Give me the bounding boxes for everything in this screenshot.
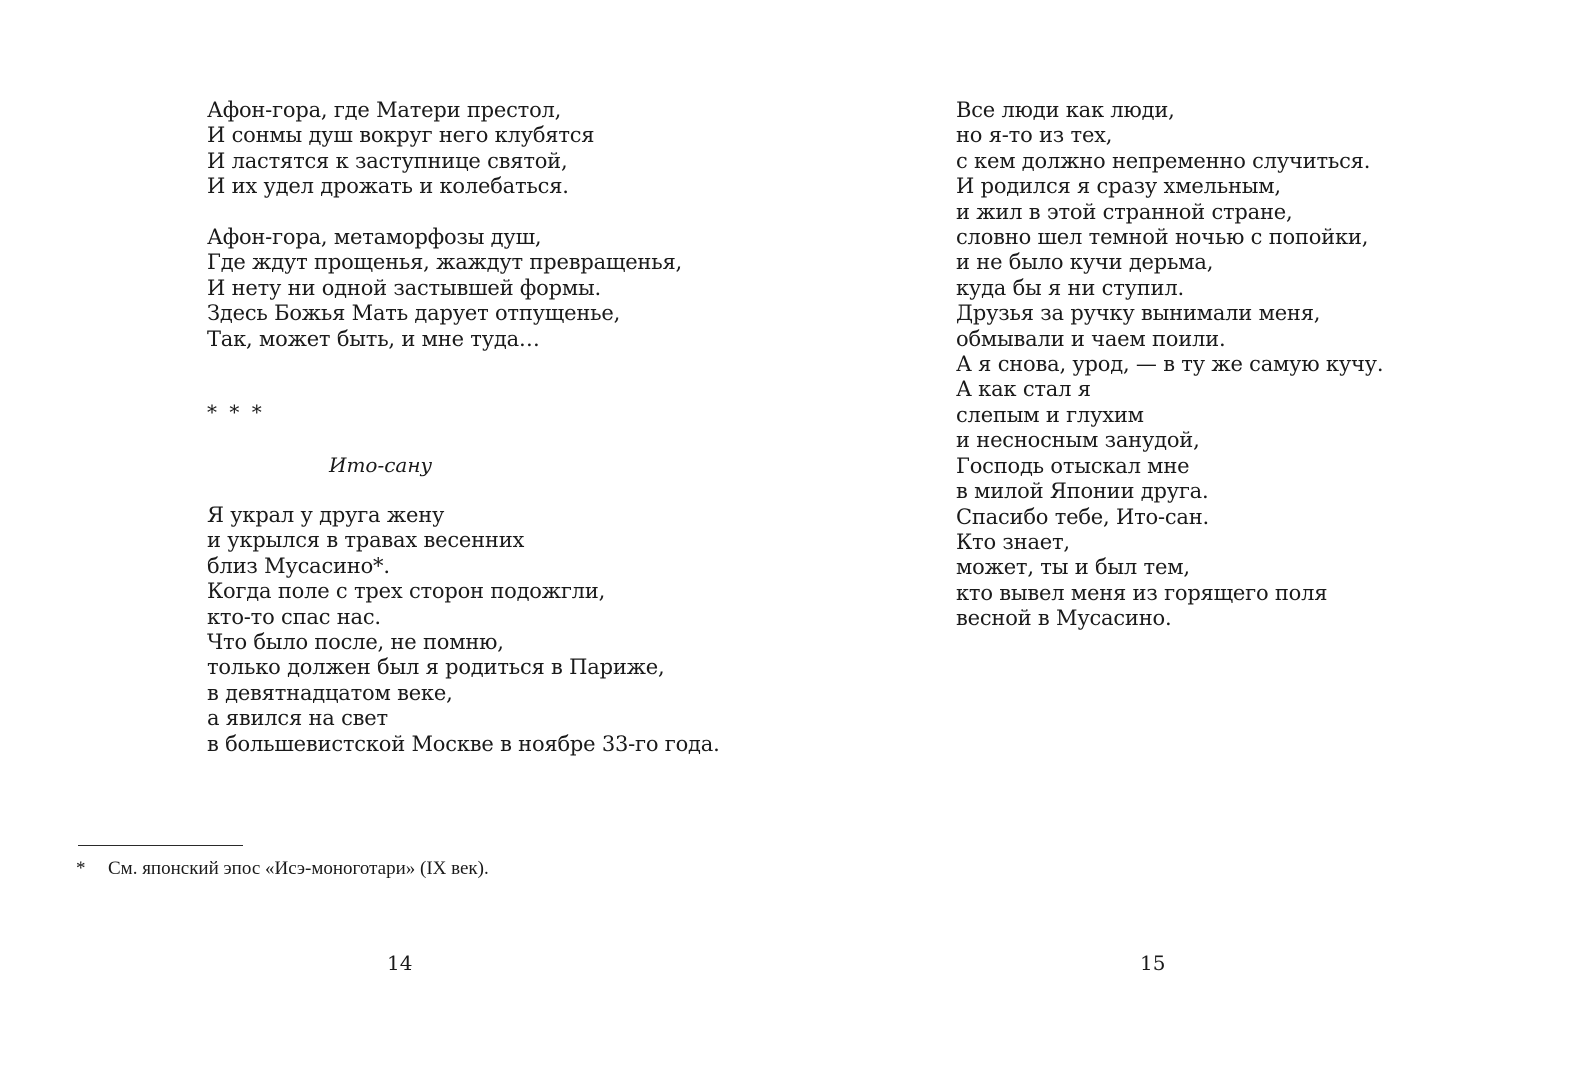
verse-line: близ Мусасино*. (207, 553, 390, 578)
verse-line: в девятнадцатом веке, (207, 680, 453, 705)
verse-line: обмывали и чаем поили. (956, 326, 1226, 351)
stanza-athos-2 (207, 225, 682, 352)
verse-line: Господь отыскал мне (956, 453, 1190, 478)
verse-line: Спасибо тебе, Ито-сан. (956, 504, 1209, 529)
verse-line: может, ты и был тем, (956, 555, 1190, 580)
page-number-left: 14 (387, 951, 413, 975)
verse-line: словно шел темной ночью с попойки, (956, 225, 1369, 250)
stanza-ito-san-1 (207, 503, 720, 757)
verse-line: и укрылся в травах весенних (207, 528, 525, 553)
verse-line: Друзья за ручку вынимали меня, (956, 301, 1321, 326)
verse-line: и не было кучи дерьма, (956, 250, 1214, 275)
verse-line: а явился на свет (207, 706, 388, 731)
verse-line: но я-то из тех, (956, 123, 1113, 148)
verse-line: И нету ни одной застывшей формы. (207, 275, 601, 300)
verse-line: кто вывел меня из горящего поля (956, 580, 1328, 605)
verse-line: только должен был я родиться в Париже, (207, 655, 665, 680)
verse-line: И ластятся к заступнице святой, (207, 148, 568, 173)
right-page (789, 0, 1578, 1080)
verse-line: Афон-гора, где Матери престол, (207, 98, 562, 122)
verse-line: куда бы я ни ступил. (956, 275, 1184, 300)
verse-line: Все люди как люди, (956, 98, 1175, 122)
verse-line: А как стал я (956, 377, 1091, 402)
stanza-athos-1 (207, 98, 594, 200)
verse-line: Я украл у друга жену (207, 503, 445, 527)
verse-line: весной в Мусасино. (956, 606, 1172, 631)
verse-line: А я снова, урод, — в ту же самую кучу. (956, 352, 1384, 377)
dedication: Ито-сану (329, 453, 433, 477)
verse-line: Что было после, не помню, (207, 630, 504, 655)
section-separator: * * * (207, 400, 265, 424)
verse-line: И их удел дрожать и колебаться. (207, 174, 569, 199)
verse-line: Афон-гора, метаморфозы душ, (207, 225, 542, 249)
verse-line: Когда поле с трех сторон подожгли, (207, 579, 606, 604)
verse-line: И сонмы душ вокруг него клубятся (207, 123, 595, 148)
verse-line: Где ждут прощенья, жаждут превращенья, (207, 250, 682, 275)
footnote-text: См. японский эпос «Исэ-моноготари» (IX век). (108, 858, 489, 879)
verse-line: кто-то спас нас. (207, 604, 381, 629)
footnote-mark: * (76, 858, 86, 879)
footnote-divider (78, 845, 243, 846)
verse-line: Так, может быть, и мне туда… (207, 326, 540, 351)
verse-line: и несносным занудой, (956, 428, 1200, 453)
page-number-right: 15 (1140, 951, 1166, 975)
verse-line: в милой Японии друга. (956, 479, 1209, 504)
verse-line: Здесь Божья Мать дарует отпущенье, (207, 301, 621, 326)
verse-line: И родился я сразу хмельным, (956, 174, 1281, 199)
verse-line: с кем должно непременно случиться. (956, 148, 1371, 173)
verse-line: в большевистской Москве в ноябре 33-го года. (207, 731, 720, 756)
stanza-ito-san-2 (956, 98, 1383, 632)
verse-line: Кто знает, (956, 529, 1070, 554)
verse-line: и жил в этой странной стране, (956, 199, 1293, 224)
footnote (76, 857, 489, 881)
verse-line: слепым и глухим (956, 402, 1144, 427)
